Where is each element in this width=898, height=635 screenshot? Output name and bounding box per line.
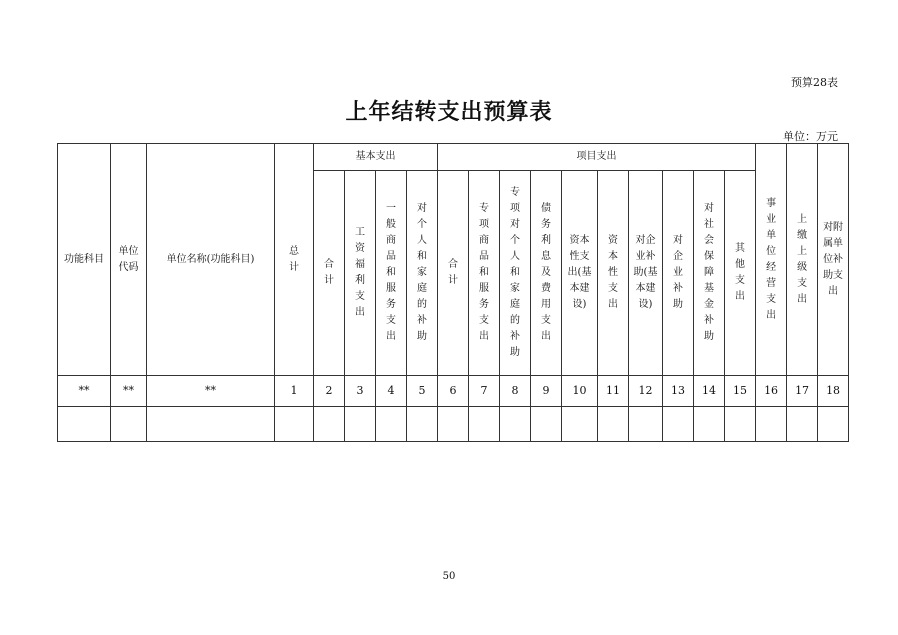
header-p-goods: 专项商品和服务支出 <box>469 171 500 376</box>
code-row <box>58 376 849 407</box>
header-affiliated: 对附属单位补助支出 <box>818 144 849 376</box>
table-cell: 8 <box>500 376 531 407</box>
header-p-capital-build: 资本性支出(基本建设) <box>562 171 598 376</box>
form-id: 预算28表 <box>791 76 838 89</box>
table-cell: 13 <box>663 376 694 407</box>
header-p-social: 对社会保障基金补助 <box>694 171 725 376</box>
table-cell: 4 <box>376 376 407 407</box>
table-cell: 2 <box>314 376 345 407</box>
header-p-subtotal: 合计 <box>438 171 469 376</box>
table-cell: 17 <box>787 376 818 407</box>
table-cell: 11 <box>598 376 629 407</box>
header-p-subsidy: 专项对个人和家庭的补助 <box>500 171 531 376</box>
header-p-enterprise: 对企业补助 <box>663 171 694 376</box>
header-unit-name: 单位名称(功能科目) <box>147 144 275 376</box>
header-institution: 事业单位经营支出 <box>756 144 787 376</box>
table-cell: 9 <box>531 376 562 407</box>
table-cell: 15 <box>725 376 756 407</box>
table-cell: 6 <box>438 376 469 407</box>
empty-row <box>58 407 849 442</box>
table-cell: 14 <box>694 376 725 407</box>
group-basic: 基本支出 <box>314 144 438 171</box>
table-cell: 12 <box>629 376 663 407</box>
table-cell: 10 <box>562 376 598 407</box>
header-func-subject: 功能科目 <box>58 144 111 376</box>
header-b-goods: 一般商品和服务支出 <box>376 171 407 376</box>
budget-table <box>57 143 849 442</box>
table-cell: 16 <box>756 376 787 407</box>
table-cell: 1 <box>275 376 314 407</box>
header-p-capital: 资本性支出 <box>598 171 629 376</box>
header-b-wages: 工资福利支出 <box>345 171 376 376</box>
table-cell: ** <box>147 376 275 407</box>
table-cell: 7 <box>469 376 500 407</box>
header-upper: 上缴上级支出 <box>787 144 818 376</box>
unit-label: 单位：万元 <box>783 130 838 143</box>
header-b-subsidy: 对个人和家庭的补助 <box>407 171 438 376</box>
header-total: 总计 <box>275 144 314 376</box>
header-unit-code: 单位代码 <box>111 144 147 376</box>
table-cell: ** <box>58 376 111 407</box>
header-p-enterprise-build: 对企业补助(基本建设) <box>629 171 663 376</box>
page-number: 50 <box>442 571 456 582</box>
header-p-other: 其他支出 <box>725 171 756 376</box>
group-project: 项目支出 <box>438 144 756 171</box>
table-cell: ** <box>111 376 147 407</box>
table-cell: 5 <box>407 376 438 407</box>
header-b-subtotal: 合计 <box>314 171 345 376</box>
table-cell: 3 <box>345 376 376 407</box>
page-title: 上年结转支出预算表 <box>345 100 553 125</box>
table-cell: 18 <box>818 376 849 407</box>
header-p-debt: 债务利息及费用支出 <box>531 171 562 376</box>
